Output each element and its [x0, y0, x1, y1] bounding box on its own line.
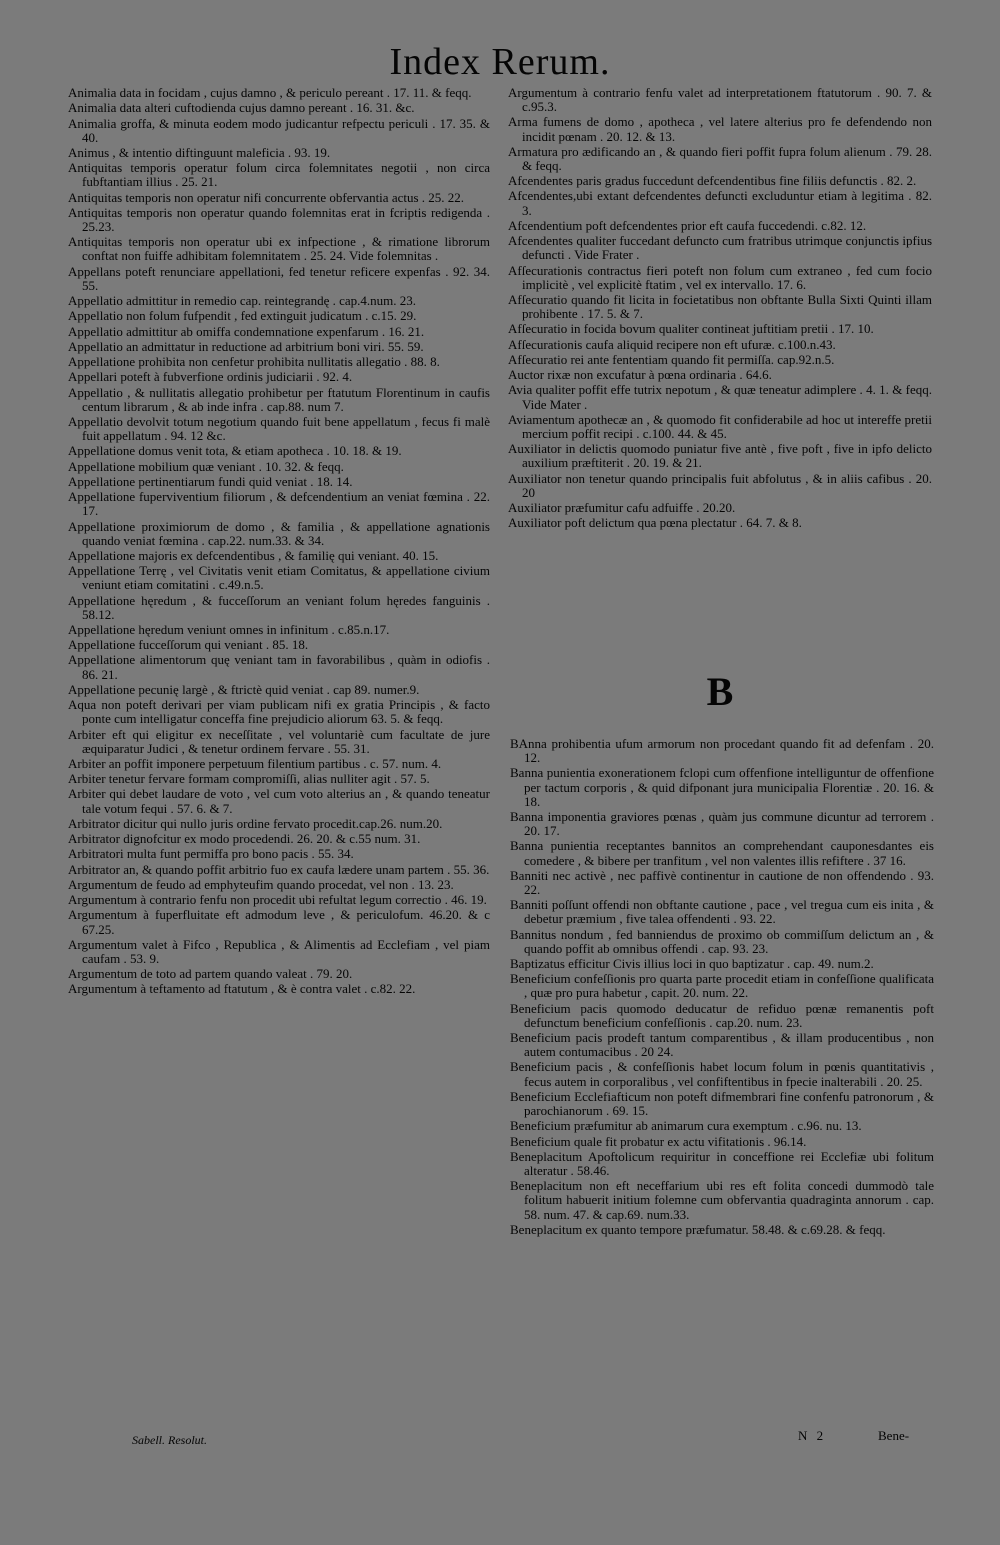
- index-entry: Argumentum à teftamento ad ftatutum , & è contra valet . c.82. 22.: [68, 981, 416, 997]
- index-entry: Animalia data alteri cuftodienda cujus damno pereant . 16. 31. &c.: [68, 100, 415, 116]
- index-entry: Argumentum à contrario fenfu non procedit ubi refultat legum correctio . 46. 19.: [68, 892, 487, 908]
- index-entry: Arbiter tenetur fervare formam compromiſſi, alias nulliter agit . 57. 5.: [68, 771, 430, 787]
- index-entry: Animus , & intentio diftinguunt maleficia . 93. 19.: [68, 144, 331, 160]
- index-entry: Animalia data in focidam , cujus damno , & periculo pereant . 17. 11. & feqq.: [68, 85, 472, 100]
- index-entry: Beneplacitum ex quanto tempore præfumatur. 58.48. & c.69.28. & feqq.: [510, 1221, 886, 1237]
- index-entry: Afcendentes,ubi extant defcendentes defuncti excluduntur etiam à legitima . 82. 3.: [508, 188, 932, 218]
- index-entry: Afcendentes qualiter fuccedant defuncto cum fratribus utrimque conjunctis ipfius defuncti . Vide Frater .: [508, 233, 932, 263]
- section-letter: B: [706, 669, 734, 714]
- catchword: Bene-: [878, 1428, 910, 1443]
- index-entry: Banna punientia exonerationem fclopi cum offenfione intelliguntur de offenfione per tactum corporis , & quid difponant jura municipalia Florentiæ . 20. 16. & 18.: [510, 765, 934, 809]
- index-entry: Arbiter an poffit imponere perpetuum filentium partibus . c. 57. num. 4.: [68, 755, 442, 771]
- index-entry: Argumentum à contrario fenfu valet ad interpretationem ftatutorum . 90. 7. & c.95.3.: [508, 85, 932, 115]
- index-entry: Arbitratori multa funt permiffa pro bono pacis . 55. 34.: [68, 846, 354, 862]
- index-entry: Argumentum à fuperfluitate eft admodum leve , & periculofum. 46.20. & c 67.25.: [68, 907, 490, 937]
- index-entry: Appellatione hęredum , & fucceſſorum an veniant folum hęredes fanguinis . 58.12.: [68, 592, 490, 622]
- index-entry: Armatura pro ædificando an , & quando fieri poffit fupra folum alienum . 79. 28. & feqq.: [508, 143, 932, 173]
- index-entry: Animalia groffa, & minuta eodem modo judicantur refpectu periculi . 17. 35. & 40.: [68, 115, 490, 145]
- index-entry: Appellatione domus venit tota, & etiam apotheca . 10. 18. & 19.: [68, 443, 402, 459]
- index-entry: Argumentum de toto ad partem quando valeat . 79. 20.: [68, 966, 353, 982]
- index-entry: Antiquitas temporis non operatur nifi concurrente obfervantia actus . 25. 22.: [68, 189, 465, 205]
- index-entry: Aviamentum apothecæ an , & quomodo fit confiderabile ad hoc ut intereffe pretii mercium poffit recipi . c.100. 44. & 45.: [508, 411, 932, 441]
- index-entry: Beneficium pacis quomodo deducatur de refiduo pœnæ remanentis poft defunctum beneficium confeſſionis . cap.20. num. 23.: [510, 1000, 934, 1030]
- index-entry: Afcendentes paris gradus fuccedunt defcendentibus fine filiis defunctis . 82. 2.: [508, 173, 917, 189]
- index-entry: Appellatione proximiorum de domo , & familia , & appellatione agnationis quando veniat fœmina . cap.22. num.33. & 34.: [68, 518, 490, 548]
- index-entry: Afſecuratio in focida bovum qualiter contineat juftitiam pretii . 17. 10.: [508, 321, 874, 337]
- index-entry: Afſecurationis contractus fieri poteft non folum cum extraneo , fed cum focio implicitè , vel explicitè ftatim , vel ex intervallo. 17. 6.: [508, 262, 932, 292]
- index-entry: Appellatione pertinentiarum fundi quid veniat . 18. 14.: [68, 473, 353, 489]
- index-entry: Appellatio devolvit totum negotium quando fuit bene appellatum , fecus fi malè fuit appellatum . 94. 12 &c.: [68, 413, 490, 444]
- index-entry: Beneficium præfumitur ab animarum cura exemptum . c.96. nu. 13.: [510, 1118, 862, 1134]
- index-entry: BAnna prohibentia ufum armorum non procedant quando fit ad defenfam . 20. 12.: [510, 736, 934, 766]
- index-entry: Baptizatus efficitur Civis illius loci in quo baptizatur . cap. 49. num.2.: [510, 956, 874, 971]
- index-entry: Appellatio an admittatur in reductione ad arbitrium boni viri. 55. 59.: [68, 338, 424, 354]
- left-column: [68, 86, 490, 997]
- index-entry: Arbitrator dicitur qui nullo juris ordine fervato procedit.cap.26. num.20.: [68, 815, 443, 831]
- right-column-a-entries: [508, 86, 932, 530]
- index-entry: Arbitrator an, & quando poffit arbitrio fuo ex caufa lædere unam partem . 55. 36.: [68, 861, 490, 877]
- index-entry: Appellans poteft renunciare appellationi, fed tenetur reficere expenfas . 92. 34. 55.: [68, 263, 490, 293]
- index-entry: Antiquitas temporis operatur folum circa folemnitates negotii , non circa fubftantiam illius . 25. 21.: [68, 160, 490, 190]
- index-entry: Appellatione pecunię largè , & ftrictè quid veniat . cap 89. numer.9.: [68, 681, 420, 697]
- index-entry: Antiquitas temporis non operatur ubi ex infpectione , & rimatione librorum conftat non fuiffe adhibitam folemnitatem . 25. 24. Vide folemnitas .: [68, 234, 490, 264]
- index-entry: Beneplacitum Apoftolicum requiritur in conceffione rei Ecclefiæ ubi folitum alteratur . 58.46.: [510, 1148, 934, 1178]
- index-entry: Appellatione fucceſſorum qui veniant . 85. 18.: [68, 637, 309, 653]
- index-entry: Appellatione hęredum veniunt omnes in infinitum . c.85.n.17.: [68, 621, 390, 637]
- index-entry: Aqua non poteft derivari per viam publicam nifi ex gratia Principis , & facto ponte cum intelligatur conceffa fine prejudicio aliorum 63. 5. & feqq.: [68, 697, 490, 727]
- index-entry: Afſecuratio quando fit licita in focietatibus non obftante Bulla Sixti Quinti illam prohibente . 17. 5. & 7.: [508, 291, 932, 322]
- index-entry: Appellatione mobilium quæ veniant . 10. 32. & feqq.: [68, 458, 344, 474]
- index-entry: Beneficium Ecclefiafticum non poteft difmembrari fine confenfu patronorum , & parochianorum . 69. 15.: [510, 1088, 934, 1119]
- index-entry: Banniti nec activè , nec paffivè continentur in cautione de non offendendo . 93. 22.: [510, 867, 934, 897]
- index-entry: Argumentum de feudo ad emphyteufim quando procedat, vel non . 13. 23.: [68, 876, 454, 892]
- index-entry: Auxiliator in delictis quomodo puniatur five antè , five poft , five in ipfo delicto auxilium præftiterit . 20. 19. & 21.: [508, 441, 932, 471]
- index-entry: Banna imponentia graviores pœnas , quàm jus commune dicuntur ad terrorem . 20. 17.: [510, 808, 934, 839]
- index-entry: Arma fumens de domo , apotheca , vel latere alterius pro fe defendendo non incidit pœnam . 20. 12. & 13.: [508, 114, 932, 144]
- index-entry: Beneficium pacis prodeft tantum comparentibus , & illam producentibus , non autem contumacibus . 20 24.: [510, 1030, 934, 1060]
- index-entry: Appellatione fuperviventium filiorum , & defcendentium an veniat fœmina . 22. 17.: [68, 489, 490, 519]
- index-entry: Auxiliator non tenetur quando principalis fuit abfolutus , & in aliis cafibus . 20. 20: [508, 470, 932, 500]
- index-entry: Arbiter qui debet laudare de voto , vel cum voto alterius an , & quando teneatur tale votum fequi . 57. 6. & 7.: [68, 786, 490, 816]
- index-entry: Appellatio non folum fufpendit , fed extinguit judicatum . c.15. 29.: [68, 308, 417, 324]
- page-title: Index Rerum.: [389, 41, 611, 83]
- index-entry: Beneficium confeſſionis pro quarta parte procedit etiam in confeſſione qualificata , quæ pro pura habetur , capit. 20. num. 22.: [510, 971, 934, 1001]
- signature-mark: N 2: [798, 1428, 824, 1443]
- index-entry: Appellatio , & nullitatis allegatio prohibetur per ftatutum Florentinum in caufis centum librarum , & ab inde infra . cap.88. num 7.: [68, 384, 490, 414]
- index-entry: Banna punientia receptantes bannitos an comprehendant cauponesdantes eis comedere , & bibere per tranfitum , vel non valentes illis refiftere . 37 16.: [510, 838, 934, 868]
- index-entry: Afſecuratio rei ante fententiam quando fit permiſſa. cap.92.n.5.: [508, 351, 835, 367]
- index-entry: Appellatione Terrę , vel Civitatis venit etiam Comitatus, & appellatione civium veniunt etiam comitatini . c.49.n.5.: [68, 563, 490, 593]
- index-entry: Afcendentium poft defcendentes prior eft caufa fuccedendi. c.82. 12.: [508, 217, 867, 233]
- index-entry: Appellatione majoris ex defcendentibus , & familię qui veniant. 40. 15.: [68, 547, 439, 563]
- index-entry: Bannitus nondum , fed banniendus de proximo ob commiſſum delictum an , & quando poffit ab omnibus offendi . cap. 93. 23.: [510, 926, 934, 956]
- index-entry: Antiquitas temporis non operatur quando folemnitas erat in fcriptis redigenda . 25.23.: [68, 204, 490, 234]
- index-entry: Beneplacitum non eft neceffarium ubi res eft folita concedi dummodò tale folitum habuerit initium folemne cum obfervantia quadraginta annorum . cap. 58. num. 47. & cap.69. num.33.: [510, 1178, 934, 1222]
- footer-author: Sabell. Resolut.: [132, 1433, 207, 1447]
- index-entry: Auctor rixæ non excufatur à pœna ordinaria . 64.6.: [508, 367, 772, 383]
- index-entry: Argumentum valet à Fifco , Republica , & Alimentis ad Ecclefiam , vel piam caufam . 53. 9.: [68, 936, 490, 966]
- index-entry: Banniti poſſunt offendi non obftante cautione , pace , vel tregua cum eis inita , & debetur præmium , five talea offendenti . 93. 22.: [510, 897, 934, 927]
- index-entry: Beneficium quale fit probatur ex actu vifitationis . 96.14.: [510, 1133, 807, 1149]
- index-entry: Appellari poteft à fubverfione ordinis judiciarii . 92. 4.: [68, 369, 353, 385]
- index-entry: Arbiter eft qui eligitur ex neceſſitate , vel voluntariè cum facultate de jure æquiparatur Judici , & tenetur ordinem fervare . 55. 31.: [68, 726, 490, 756]
- index-entry: Arbitrator dignofcitur ex modo procedendi. 26. 20. & c.55 num. 31.: [68, 831, 421, 847]
- index-entry: Appellatione prohibita non cenfetur prohibita nullitatis allegatio . 88. 8.: [68, 354, 440, 370]
- index-entry: Beneficium pacis , & confeſſionis habet locum folum in pœnis quantitativis , fecus autem in corporalibus , vel confiftentibus in fpecie inalterabili . 20. 25.: [510, 1059, 934, 1089]
- index-entry: Auxiliator poft delictum qua pœna plectatur . 64. 7. & 8.: [508, 515, 802, 531]
- right-column-b-entries: [510, 737, 934, 1237]
- index-entry: Appellatio admittitur in remedio cap. reintegrandę . cap.4.num. 23.: [68, 293, 417, 309]
- index-entry: Appellatione alimentorum quę veniant tam in favorabilibus , quàm in odiofis . 86. 21.: [68, 652, 490, 682]
- index-entry: Afſecurationis caufa aliquid recipere non eft ufuræ. c.100.n.43.: [508, 336, 836, 352]
- index-entry: Avia qualiter poffit effe tutrix nepotum , & quæ teneatur adimplere . 4. 1. & feqq. Vide Mater .: [508, 382, 932, 412]
- index-entry: Auxiliator præfumitur cafu adfuiffe . 20.20.: [508, 499, 736, 515]
- index-entry: Appellatio admittitur ab omiffa condemnatione expenfarum . 16. 21.: [68, 323, 425, 339]
